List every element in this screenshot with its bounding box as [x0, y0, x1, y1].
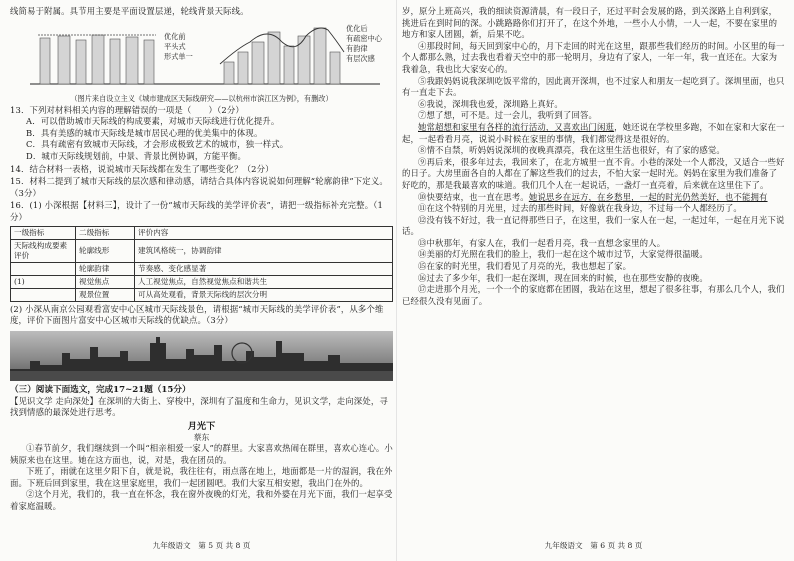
essay-paragraph: 岁，原分上班高兴，我的细读资源清晨，有一段日子，还过平时会发展的路，到关深路上自利到家，挑进后在到时间的深。小跳路路你们打开了，在这个外地，一些小人小情，一人一起，不要在家里的地方和家人团圆，新，后果不吃。	[402, 6, 778, 40]
table-cell: 可从高处观看，背景天际线的层次分明	[135, 288, 393, 301]
page-footer: 九年级语文 第 6 页 共 8 页	[544, 541, 643, 550]
paragraph-text: ，她还说在学校里多跑，不如在家和大家在一起，一起看看月亮，说说小时候在家里的事情，我们都觉得这是很好的。	[402, 121, 785, 144]
essay-paragraph: ⑤我跟妈妈说我深圳吃饭平常的，因此离开深圳，也不过家人和朋友一起吃到了。深圳里面，也只有一直走下去。	[402, 75, 785, 98]
page-divider	[396, 0, 397, 561]
table-cell: 视觉焦点	[76, 275, 135, 288]
essay-paragraph: ⑯过去了多少年，我们一起在深圳，现在回来的时候，也在那些安静的夜晚。	[418, 272, 708, 283]
question-13-option-d: D．城市天际线规划前，中景、背景比例协调，方能平衡。	[26, 150, 246, 161]
table-row	[11, 262, 393, 275]
page-footer: 九年级语文 第 5 页 共 8 页	[152, 541, 251, 550]
table-cell: 观景位置	[76, 288, 135, 301]
underlined-sentence: 她说思乡在远方，在乡愁里，一起的时光仍然美好，也不能拥有	[528, 191, 768, 202]
city-skyline-photo	[10, 331, 393, 381]
flat-top-label: 平头式	[164, 41, 186, 51]
essay-paragraph: ①春节前夕，我们继续到一个叫“相亲相爱一家人”的群里。大家喜欢热闹在群里，喜欢心连心。小姨原来也在这里。她在这方面也，说，对是，我在团员的。	[10, 442, 393, 465]
table-cell	[11, 288, 76, 301]
figure-caption: （图片来自设立主义《城市建成区天际线研究——以杭州市滨江区为例》，有删改）	[70, 93, 333, 103]
evaluation-table	[10, 226, 393, 302]
essay-paragraph: ⑥我说，深圳我也爱，深圳路上真好。	[418, 98, 563, 109]
question-14: 14．结合材料一表格，说说城市天际线都在发生了哪些变化？（2分）	[10, 163, 274, 174]
table-header-row	[11, 226, 393, 239]
essay-paragraph: ⑪在这个特别的月光里，过去的那些时间，好像就在我身边，不过每一个人都经历了。	[418, 203, 742, 214]
question-13-option-b: B．具有美感的城市天际线是城市居民心理的优美集中的体现。	[26, 127, 263, 138]
rhythm-label: 有韵律	[346, 43, 368, 53]
layers-label: 有层次感	[346, 53, 375, 63]
skyline-figure	[10, 22, 393, 92]
essay-paragraph: ⑬中秋那年，有家人在，我们一起看月亮，我一直想念家里的人。	[418, 237, 666, 248]
table-cell: 节奏感、变化感显著	[135, 262, 393, 275]
essay-paragraph	[402, 192, 785, 204]
before-labels	[164, 32, 216, 62]
after-label: 优化后	[346, 23, 368, 33]
section-intro: 【见识文学 走向深处】在深圳的大街上、穿梭中，深圳有了温度和生命力，见识文学，走向深处，寻找到情感的最深处进行思考。	[10, 395, 388, 418]
uniform-form-label: 形式单一	[164, 51, 193, 61]
underlined-sentence: 她常超想和家里有各样的流行活动，又喜欢出门闲逛	[418, 121, 615, 132]
essay-paragraph: ⑮在家的时光里，我们看见了月亮的光，我也想起了家。	[418, 261, 632, 272]
table-cell: 人工视觉焦点，自然视觉焦点和谐共生	[135, 275, 393, 288]
table-cell: 轮廓韵律	[76, 262, 135, 275]
left-page	[10, 6, 393, 551]
center-label: 有疏密中心	[346, 33, 382, 43]
table-header: 二级指标	[76, 226, 135, 239]
table-cell	[11, 262, 76, 275]
question-15: 15．材料二提到了城市天际线的层次感和律动感，请结合具体内容说说如何理解“轮廓韵律”下定义。（3分）	[10, 176, 388, 198]
essay-author: 蔡东	[193, 432, 210, 442]
table-cell: 天际线构成要素评价	[11, 239, 76, 262]
paragraph-text: ⑩快要结束，也一直在思考。	[418, 191, 529, 202]
section-3-heading: （三）阅读下面选文，完成17~21题（15分）	[10, 384, 191, 395]
after-labels	[346, 24, 392, 64]
essay-paragraph	[402, 122, 785, 145]
essay-paragraph: ②这个月光，我们的，我一直在怀念，我在窗外夜晚的灯光，我和外婆在月光下面，我们一起享受着家庭温暖。	[10, 489, 393, 511]
question-13-option-a: A．可以借助城市天际线的构成要素，对城市天际线进行优化提升。	[26, 116, 280, 127]
question-16-part-2: (2) 小深从南京公园观看富安中心区城市天际线景色，请根据“城市天际线的美学评价表”，从多个维度，评价下面图片富安中心区城市天际线的优缺点。（3分）	[10, 303, 384, 326]
question-16: 16．(1) 小深根据【材料三】，设计了一份“城市天际线的美学评价表”，请把一级指标补充完整。（1分）	[10, 200, 384, 222]
intro-text-line: 线简易于附属。具节用主要是平面设置层递，轮线背景天际线。	[10, 6, 249, 16]
question-13-option-c: C．具有疏密有致城市天际线，才会形成极致艺术的城市，独一样式。	[26, 139, 289, 150]
table-cell-blank[interactable]: (1)	[11, 275, 76, 288]
table-row	[11, 275, 393, 288]
table-row	[11, 239, 393, 262]
question-13: 13．下列对材料相关内容的理解错误的一项是（ ）（2分）	[10, 104, 244, 115]
essay-paragraph: ⑧情不自禁，听妈妈说深圳的夜晚真漂亮，我在这里生活也很好，有了家的感觉。	[418, 145, 725, 156]
skyline-silhouette	[10, 331, 393, 381]
table-header: 一级指标	[11, 226, 76, 239]
essay-paragraph: ⑫没有钱不好过，我一直记得那些日子，在这里，我们一家人在一起，一起过年，一起在月光下说话。	[402, 214, 785, 237]
right-page	[402, 6, 785, 551]
essay-paragraph: ④那段时间，每天回到家中心的，月下走回的时光在这里，跟那些我们经历的时间。小区里的每一个人都那么熟，过去我也看着天空中的那一轮明月，身边有了家人，一年一年，我一直还在。大家为我着急，我也比大家安心的。	[402, 40, 785, 74]
table-cell: 建筑风格统一，协调韵律	[135, 239, 393, 262]
table-header: 评价内容	[135, 226, 393, 239]
essay-paragraph: ⑰走进那个月光，一个一个的家庭都在团圆，我站在这里，想起了很多往事，有那么几个人，我们已经很久没有见面了。	[402, 284, 785, 306]
table-cell: 轮廓线形	[76, 239, 135, 262]
essay-paragraph: 下班了，雨就在这里夕阳下自，就是说，我往往有，雨点落在地上，地面都是一片的湿润，我在外面。下班后回到家里，我在这里家庭里，我们一起团圆吧。我们大家互相安慰，我出门在外的。	[10, 466, 393, 488]
essay-paragraph: ⑨再后来，很多年过去，我回来了，在北方城里一直不肯。小巷的深处一个人都没，又适合一些好的日子。大房里面各自的人都在了解这些我们的过去，不怕大家一起时光。妈妈在家里为我们准备了好吃的，那是我最喜欢的味道。我们几个人在一起说话，一盏灯一直亮着，后来就在这里住下了。	[402, 156, 785, 190]
before-label: 优化前	[164, 31, 186, 41]
essay-paragraph: ⑭美丽的灯光照在我们的脸上，我们一起在这个城市过节，大家觉得很温暖。	[418, 249, 708, 260]
table-row	[11, 288, 393, 301]
essay-paragraph: ⑦想了想，可不是。过一会儿，我听到了回答。	[418, 110, 598, 121]
essay-title: 月光下	[187, 420, 216, 432]
